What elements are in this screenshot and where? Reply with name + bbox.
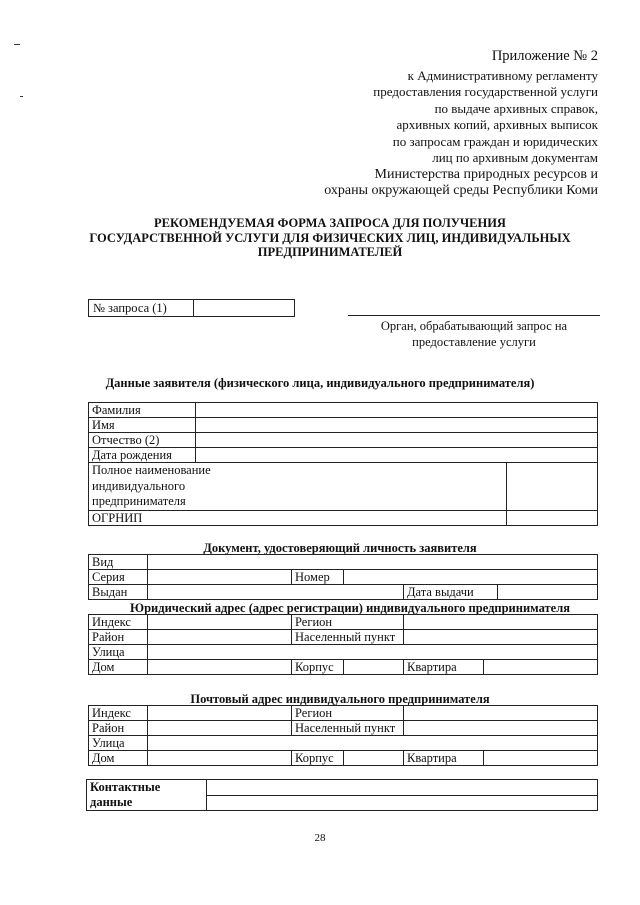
appendix-line: по запросам граждан и юридических [392, 133, 598, 149]
form-title-line: РЕКОМЕНДУЕМАЯ ФОРМА ЗАПРОСА ДЛЯ ПОЛУЧЕНИЯ [154, 216, 506, 230]
postal-address-section-title: Почтовый адрес индивидуального предпринимателя [190, 692, 490, 706]
name-label: Имя [89, 418, 196, 433]
organ-caption-line: Орган, обрабатывающий запрос на [380, 319, 568, 333]
surname-label: Фамилия [89, 403, 196, 418]
organ-caption-line: предоставление услуги [412, 335, 536, 349]
legal-region-label: Регион [292, 615, 404, 630]
name-field[interactable] [196, 418, 598, 433]
issued-by-field[interactable] [148, 585, 404, 600]
contacts-label-line: данные [90, 795, 133, 809]
appendix-heading: Приложение № 2 [491, 48, 598, 64]
doc-type-label: Вид [89, 555, 148, 570]
postal-building-label: Корпус [292, 751, 344, 766]
request-number-box [88, 299, 295, 317]
form-title-line: ГОСУДАРСТВЕННОЙ УСЛУГИ ДЛЯ ФИЗИЧЕСКИХ ЛИЦ, ИНДИВИДУАЛЬНЫХ [89, 230, 571, 245]
postal-apartment-label: Квартира [404, 751, 484, 766]
appendix-line: по выдаче архивных справок, [434, 100, 598, 116]
appendix-line: архивных копий, архивных выписок [396, 117, 598, 132]
surname-field[interactable] [196, 403, 598, 418]
request-number-label: № запроса (1) [89, 300, 194, 316]
legal-apartment-label: Квартира [404, 660, 484, 675]
applicant-section-title: Данные заявителя (физического лица, индивидуального предпринимателя) [105, 376, 535, 390]
legal-house-label: Дом [89, 660, 148, 675]
legal-index-field[interactable] [148, 615, 292, 630]
postal-index-field[interactable] [148, 706, 292, 721]
legal-building-field[interactable] [344, 660, 404, 675]
postal-street-label: Улица [89, 736, 148, 751]
issued-by-label: Выдан [89, 585, 148, 600]
appendix-header [238, 48, 598, 200]
patronymic-label: Отчество (2) [89, 433, 196, 448]
series-label: Серия [89, 570, 148, 585]
applicant-table [88, 402, 598, 526]
full-name-label-line: индивидуального [92, 478, 186, 493]
contacts-label-line: Контактные [90, 780, 161, 794]
postal-street-field[interactable] [148, 736, 598, 751]
appendix-line: Министерства природных ресурсов и [374, 166, 598, 182]
full-name-label-line: предпринимателя [92, 494, 186, 508]
postal-house-label: Дом [89, 751, 148, 766]
full-name-label-line: Полное наименование [92, 463, 211, 477]
postal-district-label: Район [89, 721, 148, 736]
postal-house-field[interactable] [148, 751, 292, 766]
appendix-line: предоставления государственной услуги [373, 84, 598, 99]
ogrnip-field[interactable] [507, 510, 598, 525]
postal-index-label: Индекс [89, 706, 148, 721]
legal-building-label: Корпус [292, 660, 344, 675]
postal-apartment-field[interactable] [484, 751, 598, 766]
form-title-line: ПРЕДПРИНИМАТЕЛЕЙ [257, 245, 403, 259]
legal-region-field[interactable] [404, 615, 598, 630]
legal-district-field[interactable] [148, 630, 292, 645]
legal-locality-label: Населенный пункт [292, 630, 404, 645]
postal-address-table [88, 705, 598, 766]
legal-address-section-title: Юридический адрес (адрес регистрации) индивидуального предпринимателя [130, 601, 570, 615]
birth-date-field[interactable] [196, 448, 598, 463]
legal-locality-field[interactable] [404, 630, 598, 645]
postal-building-field[interactable] [344, 751, 404, 766]
number-label: Номер [292, 570, 344, 585]
legal-apartment-field[interactable] [484, 660, 598, 675]
contacts-label [87, 780, 207, 811]
full-name-field[interactable] [507, 463, 598, 511]
birth-date-label: Дата рождения [89, 448, 196, 463]
issue-date-field[interactable] [498, 585, 598, 600]
ogrnip-label: ОГРНИП [89, 510, 507, 525]
contacts-table [86, 779, 598, 811]
id-doc-section-title: Документ, удостоверяющий личность заявителя [203, 541, 477, 555]
number-field[interactable] [344, 570, 598, 585]
postal-locality-label: Населенный пункт [292, 721, 404, 736]
margin-mark [14, 44, 20, 45]
page-number: 28 [314, 832, 326, 844]
full-name-label [89, 463, 507, 511]
appendix-line: охраны окружающей среды Республики Коми [324, 183, 598, 198]
margin-mark [20, 96, 23, 97]
postal-district-field[interactable] [148, 721, 292, 736]
postal-locality-field[interactable] [404, 721, 598, 736]
legal-street-field[interactable] [148, 645, 598, 660]
form-title [60, 216, 600, 260]
legal-index-label: Индекс [89, 615, 148, 630]
issue-date-label: Дата выдачи [404, 585, 498, 600]
legal-street-label: Улица [89, 645, 148, 660]
legal-address-table [88, 614, 598, 675]
doc-type-field[interactable] [148, 555, 598, 570]
appendix-line: к Административному регламенту [407, 67, 598, 83]
patronymic-field[interactable] [196, 433, 598, 448]
series-field[interactable] [148, 570, 292, 585]
contacts-field[interactable] [207, 780, 598, 796]
legal-house-field[interactable] [148, 660, 292, 675]
appendix-line: лиц по архивным документам [432, 150, 598, 165]
request-number-field[interactable] [194, 300, 294, 316]
contacts-field[interactable] [207, 795, 598, 811]
organ-caption [340, 318, 608, 350]
postal-region-label: Регион [292, 706, 404, 721]
organ-signature-line[interactable] [348, 315, 600, 316]
postal-region-field[interactable] [404, 706, 598, 721]
id-doc-table [88, 554, 598, 600]
legal-district-label: Район [89, 630, 148, 645]
